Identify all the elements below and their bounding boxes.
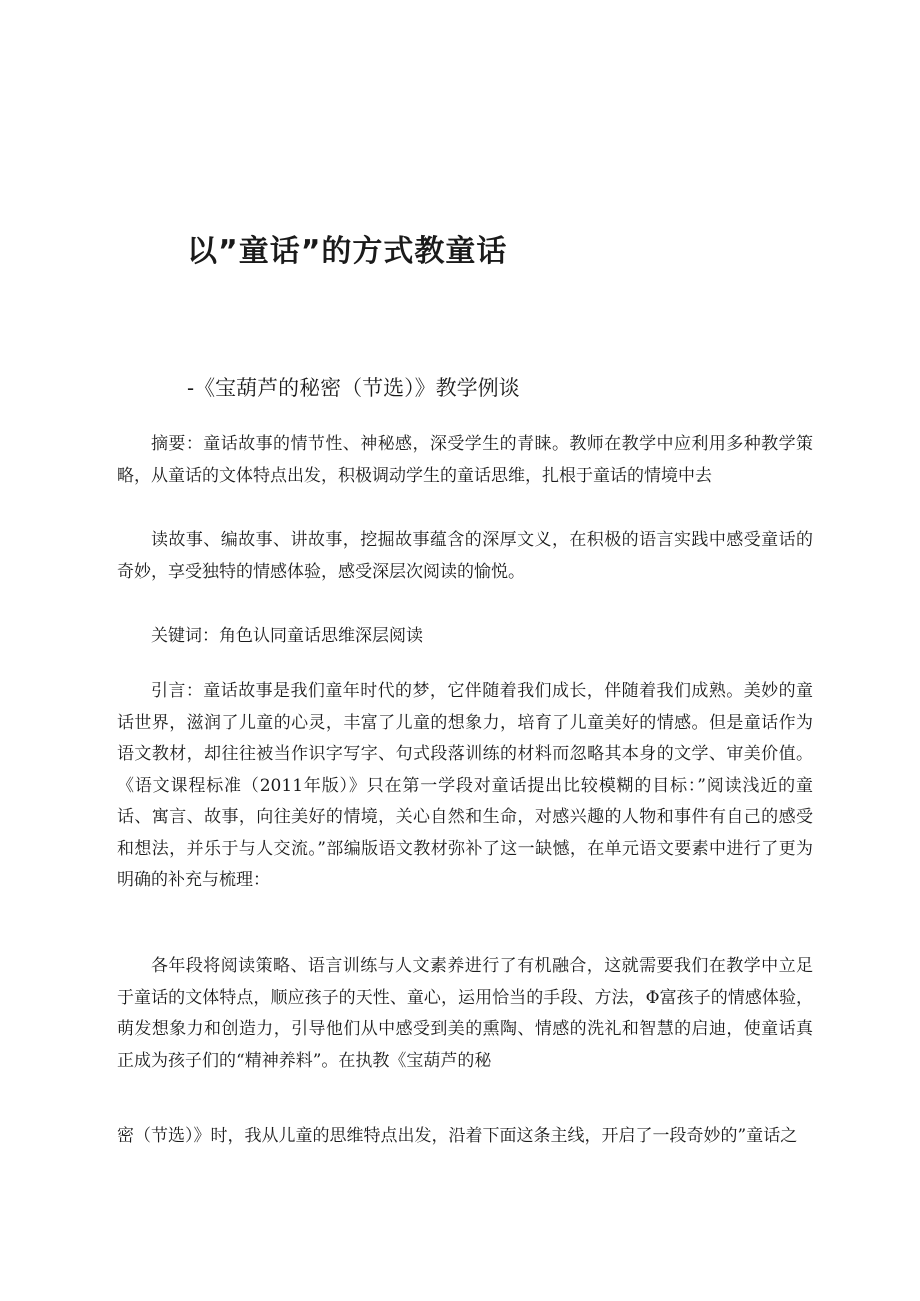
body-continuation-paragraph: 密（节选）》时，我从儿童的思维特点出发，沿着下面这条主线，开启了一段奇妙的”童话之 (117, 1126, 798, 1146)
abstract-paragraph: 摘要：童话故事的情节性、神秘感，深受学生的青睐。教师在教学中应利用多种教学策略，从童话的文体特点出发，积极调动学生的童话思维，扎根于童话的情境中去 (117, 434, 813, 486)
keywords-paragraph: 关键词：角色认同童话思维深层阅读 (151, 626, 423, 646)
body-paragraph: 各年段将阅读策略、语言训练与人文素养进行了有机融合，这就需要我们在教学中立足于童话的文体特点，顺应孩子的天性、童心，运用恰当的手段、方法，Φ富孩子的情感体验，萌发想象力和创造力，引导他们从中感受到美的熏陶、情感的洗礼和智慧的启迪，使童话真正成为孩子们的“精神养料”。在执教《宝葫芦的秘 (117, 956, 813, 1071)
document-title: 以”童话”的方式教童话 (187, 234, 508, 269)
document-subtitle: -《宝葫芦的秘密（节选）》教学例谈 (187, 376, 520, 400)
introduction-paragraph: 引言：童话故事是我们童年时代的梦，它伴随着我们成长，伴随着我们成熟。美妙的童话世界，滋润了儿童的心灵，丰富了儿童的想象力，培育了儿童美好的情感。但是童话作为语文教材，却往往被当作识字写字、句式段落训练的材料而忽略其本身的文学、审美价值。《语文课程标准（2011年版）》只在第一学段对童话提出比较模糊的目标：”阅读浅近的童话、寓言、故事，向往美好的情境，关心自然和生命，对感兴趣的人物和事件有自己的感受和想法，并乐于与人交流。”部编版语文教材弥补了这一缺憾，在单元语文要素中进行了更为明确的补充与梳理： (117, 681, 813, 890)
abstract-continuation-paragraph: 读故事、编故事、讲故事，挖掘故事蕴含的深厚文义，在积极的语言实践中感受童话的奇妙，享受独特的情感体验，感受深层次阅读的愉悦。 (117, 530, 813, 582)
